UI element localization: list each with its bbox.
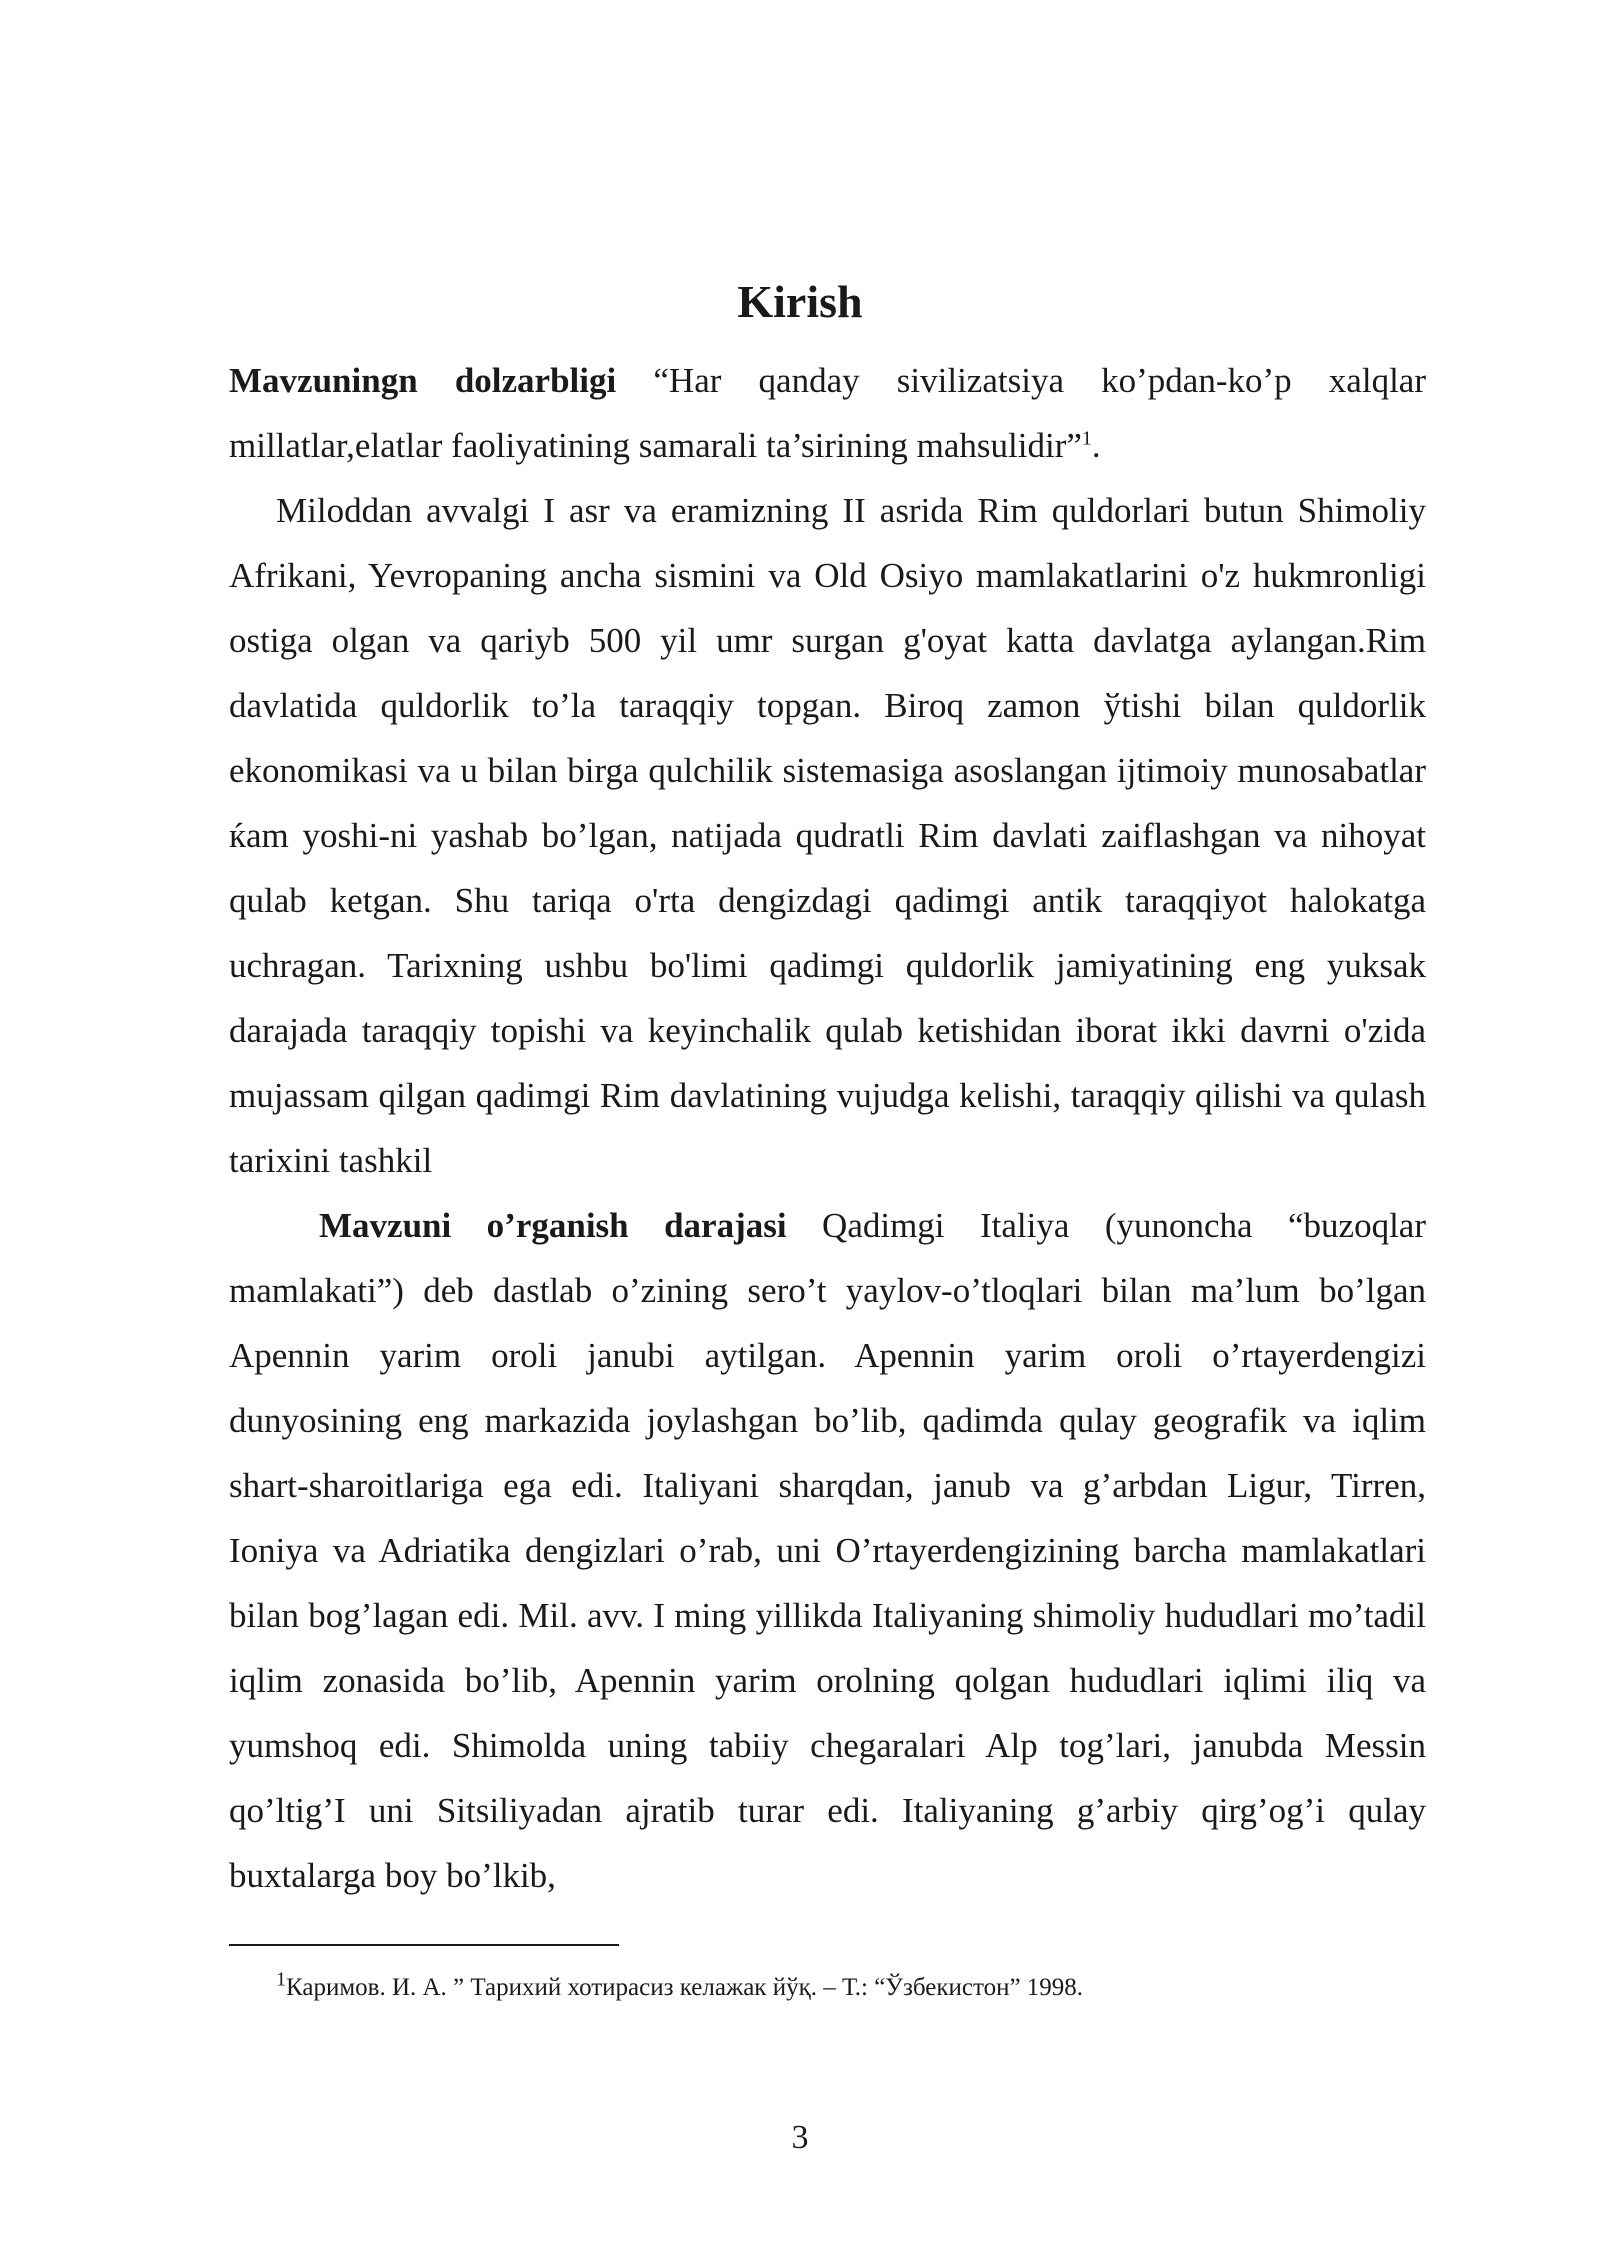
paragraph-lead: Mavzuningn dolzarbligi xyxy=(229,361,617,400)
footnote-marker: 1 xyxy=(276,1968,286,1991)
footnote-separator xyxy=(229,1944,619,1946)
page-number: 3 xyxy=(791,2119,809,2156)
page-title: Kirish xyxy=(737,276,863,327)
footnote-reference[interactable]: 1 xyxy=(1081,427,1092,450)
paragraph-tail: . xyxy=(1091,426,1101,465)
paragraph-text: “Har qanday sivilizatsiya ko’pdan-ko’p xalqlar millatlar,elatlar faoliyatining samarali ta’sirining mahsulidir” xyxy=(229,361,1426,465)
paragraph-lead: Mavzuni o’rganish darajasi xyxy=(319,1206,787,1245)
paragraph-relevance xyxy=(229,348,1426,478)
paragraph-history xyxy=(229,478,1426,1193)
body-text xyxy=(229,348,1426,1908)
paragraph-text: Qadimgi Italiya (yunoncha “buzoqlar mamlakati”) deb dastlab o’zining sero’t yaylov-o’tloqlari bilan ma’lum bo’lgan Apennin yarim oroli janubi aytilgan. Apennin yarim oroli o’rtayerdengizi dunyosining eng markazida joylashgan bo’lib, qadimda qulay geografik va iqlim shart-sharoitlariga ega edi. Italiyani sharqdan, janub va g’arbdan Ligur, Tirren, Ioniya va Adriatika dengizlari o’rab, uni O’rtayerdengizining barcha mamlakatlari bilan bog’lagan edi. Mil. avv. I ming yillikda Italiyaning shimoliy hududlari mo’tadil iqlim zonasida bo’lib, Apennin yarim orolning qolgan hududlari iqlimi iliq va yumshoq edi. Shimolda uning tabiiy chegaralari Alp tog’lari, janubda Messin qo’ltig’I uni Sitsiliyadan ajratib turar edi. Italiyaning g’arbiy qirg’og’i qulay buxtalarga boy bo’lkib, xyxy=(229,1206,1426,1895)
paragraph-study-level xyxy=(229,1193,1426,1908)
footnote xyxy=(276,1970,1083,2006)
paragraph-text: Miloddan avvalgi I asr va eramizning II asrida Rim quldorlari butun Shimoliy Afrikani, Yevropaning ancha sismini va Old Osiyo mamlakatlarini o'z hukmronligi ostiga olgan va qariyb 500 yil umr surgan g'oyat katta davlatga aylangan.Rim davlatida quldorlik to’la taraqqiy topgan. Biroq zamon ўtishi bilan quldorlik ekonomikasi va u bilan birga qulchilik sistemasiga asoslangan ijtimoiy munosabatlar ќam yoshi-ni yashab bo’lgan, natijada qudratli Rim davlati zaiflashgan va nihoyat qulab ketgan. Shu tariqa o'rta dengizdagi qadimgi antik taraqqiyot halokatga uchragan. Tarixning ushbu bo'limi qadimgi quldorlik jamiyatining eng yuksak darajada taraqqiy topishi va keyinchalik qulab ketishidan iborat ikki davrni o'zida mujassam qilgan qadimgi Rim davlatining vujudga kelishi, taraqqiy qilishi va qulash tarixini tashkil xyxy=(229,491,1426,1180)
footnote-text: Каримов. И. А. ” Тарихий хотирасиз келажак йўқ. – Т.: “Ўзбекистон” 1998. xyxy=(286,1974,1084,2001)
